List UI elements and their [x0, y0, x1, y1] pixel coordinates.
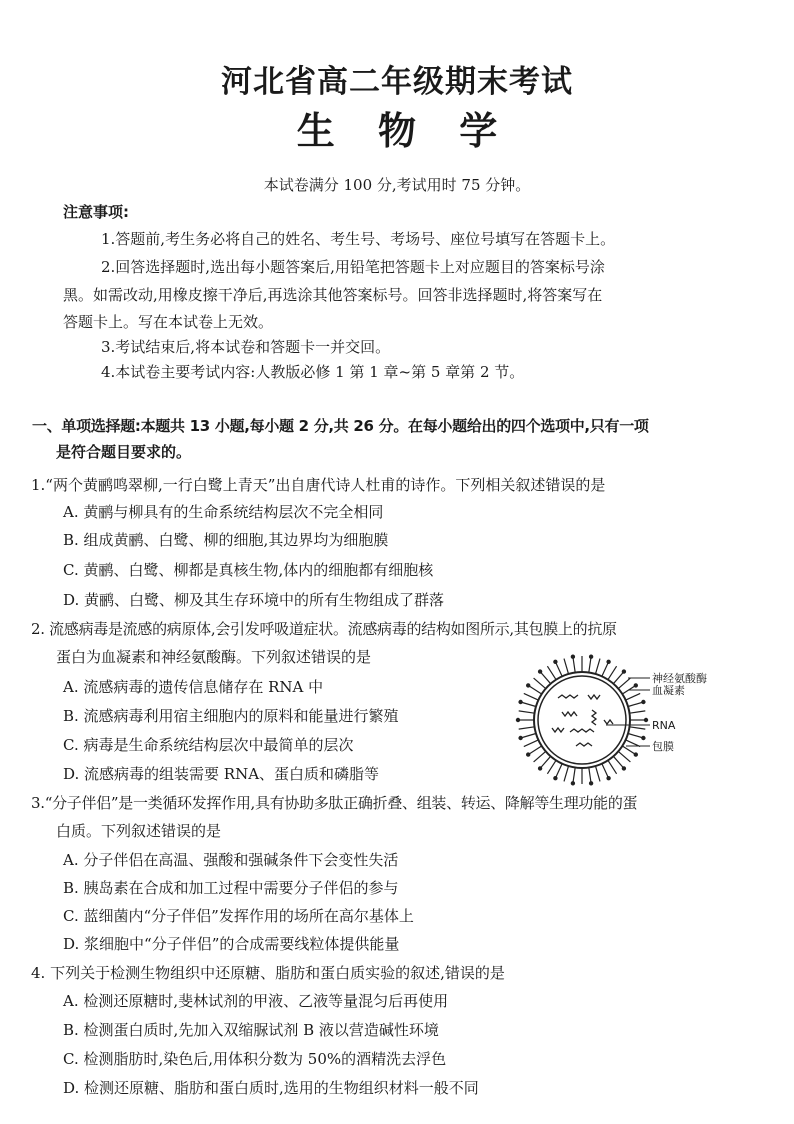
- spike-tip: [642, 700, 645, 703]
- envelope-spike: [521, 734, 536, 739]
- envelope-spike: [602, 662, 609, 677]
- subject-title: 生 物 学: [296, 109, 498, 153]
- envelope-spike: [613, 756, 624, 768]
- spike-tip: [571, 655, 574, 658]
- notice-line: 4.本试卷主要考试内容:人教版必修 1 第 1 章~第 5 章第 2 节。: [101, 363, 525, 381]
- option: A. 分子伴侣在高温、强酸和强碱条件下会变性失活: [63, 851, 399, 869]
- spike-tip: [622, 670, 625, 673]
- exam-title: 河北省高二年级期末考试: [221, 64, 573, 100]
- envelope-spike: [608, 760, 617, 773]
- envelope-outer: [534, 672, 630, 768]
- option: B. 组成黄鹂、白鹭、柳的细胞,其边界均为细胞膜: [63, 531, 389, 549]
- envelope-spike: [528, 685, 541, 694]
- label-envelope: 包膜: [652, 740, 674, 753]
- spike-tip: [519, 700, 522, 703]
- spike-tip: [590, 782, 593, 785]
- envelope-spike: [608, 666, 617, 679]
- envelope-spike: [573, 768, 575, 784]
- notice-line: 黑。如需改动,用橡皮擦干净后,再选涂其他答案标号。回答非选择题时,将答案写在: [63, 286, 603, 304]
- envelope-spike: [547, 760, 556, 773]
- envelope-spike: [618, 678, 630, 689]
- option: C. 黄鹂、白鹭、柳都是真核生物,体内的细胞都有细胞核: [63, 561, 434, 579]
- envelope-spike: [555, 764, 562, 779]
- notice-line: 答题卡上。写在本试卷上无效。: [63, 313, 274, 331]
- envelope-spike: [534, 751, 546, 762]
- option: C. 病毒是生命系统结构层次中最简单的层次: [63, 736, 354, 754]
- spike-tip: [516, 718, 519, 721]
- envelope-spike: [626, 693, 641, 700]
- envelope-spike: [589, 657, 591, 673]
- envelope-spike: [630, 727, 646, 729]
- label-neuraminidase: 神经氨酸酶: [652, 672, 707, 685]
- envelope-spike: [524, 693, 539, 700]
- option: D. 检测还原糖、脂肪和蛋白质时,选用的生物组织材料一般不同: [63, 1079, 479, 1097]
- spike-tip: [607, 660, 610, 663]
- notice-line: 1.答题前,考生务必将自己的姓名、考生号、考场号、座位号填写在答题卡上。: [101, 230, 616, 248]
- envelope-spike: [521, 702, 536, 707]
- spike-tip: [590, 655, 593, 658]
- spike-tip: [607, 777, 610, 780]
- notice-line: 2.回答选择题时,选出每小题答案后,用铅笔把答题卡上对应题目的答案标号涂: [101, 258, 605, 276]
- option: B. 流感病毒利用宿主细胞内的原料和能量进行繁殖: [63, 707, 399, 725]
- envelope-spike: [618, 751, 630, 762]
- spike-tip: [644, 718, 647, 721]
- envelope-spike: [596, 766, 601, 781]
- envelope-spike: [519, 727, 535, 729]
- label-hemagglutinin: 血凝素: [652, 684, 685, 697]
- spike-tip: [554, 660, 557, 663]
- option: A. 黄鹂与柳具有的生命系统结构层次不完全相同: [63, 503, 384, 521]
- spike-tip: [554, 777, 557, 780]
- option: C. 检测脂肪时,染色后,用体积分数为 50%的酒精洗去浮色: [63, 1050, 447, 1068]
- spike-tip: [527, 753, 530, 756]
- option: B. 胰岛素在合成和加工过程中需要分子伴侣的参与: [63, 879, 399, 897]
- spike-tip: [634, 753, 637, 756]
- envelope-spike: [630, 711, 646, 713]
- envelope-spike: [524, 740, 539, 747]
- option: B. 检测蛋白质时,先加入双缩脲试剂 B 液以营造碱性环境: [63, 1021, 439, 1039]
- spike-tip: [622, 767, 625, 770]
- spike-tip: [539, 670, 542, 673]
- label-rna: RNA: [652, 719, 676, 732]
- spike-tip: [642, 736, 645, 739]
- question-stem: 1.“两个黄鹂鸣翠柳,一行白鹭上青天”出自唐代诗人杜甫的诗作。下列相关叙述错误的是: [31, 476, 606, 494]
- envelope-spike: [613, 672, 624, 684]
- envelope-spike: [564, 659, 569, 674]
- option: D. 浆细胞中“分子伴侣”的合成需要线粒体提供能量: [63, 935, 400, 953]
- envelope-spike: [589, 768, 591, 784]
- notice-heading: 注意事项:: [63, 203, 129, 221]
- question-stem: 2. 流感病毒是流感的病原体,会引发呼吸道症状。流感病毒的结构如图所示,其包膜上的抗原: [31, 620, 617, 638]
- option: D. 黄鹂、白鹭、柳及其生存环境中的所有生物组成了群落: [63, 591, 445, 609]
- option: D. 流感病毒的组装需要 RNA、蛋白质和磷脂等: [63, 765, 380, 783]
- option: A. 检测还原糖时,斐林试剂的甲液、乙液等量混匀后再使用: [63, 992, 449, 1010]
- envelope-spike: [628, 734, 643, 739]
- question-stem: 白质。下列叙述错误的是: [56, 822, 222, 840]
- question-stem: 3.“分子伴侣”是一类循环发挥作用,具有协助多肽正确折叠、组装、转运、降解等生理功能的蛋: [31, 794, 638, 812]
- envelope-spike: [555, 662, 562, 677]
- influenza-virus-diagram: [500, 650, 770, 790]
- envelope-spike: [540, 672, 551, 684]
- spike-tip: [571, 782, 574, 785]
- envelope-spike: [540, 756, 551, 768]
- section-heading-cont: 是符合题目要求的。: [56, 443, 192, 461]
- spike-tip: [527, 684, 530, 687]
- exam-info: 本试卷满分 100 分,考试用时 75 分钟。: [263, 176, 531, 194]
- section-heading: 一、单项选择题:本题共 13 小题,每小题 2 分,共 26 分。在每小题给出的四个选项中,只有一项: [32, 417, 649, 435]
- envelope-spike: [547, 666, 556, 679]
- spike-tip: [634, 684, 637, 687]
- question-stem: 4. 下列关于检测生物组织中还原糖、脂肪和蛋白质实验的叙述,错误的是: [31, 964, 505, 982]
- envelope-spike: [534, 678, 546, 689]
- spike-tip: [539, 767, 542, 770]
- envelope-spike: [528, 746, 541, 755]
- envelope-spike: [602, 764, 609, 779]
- spike-tip: [519, 736, 522, 739]
- envelope-spike: [564, 766, 569, 781]
- envelope-spike: [628, 702, 643, 707]
- envelope-spike: [596, 659, 601, 674]
- envelope-spike: [519, 711, 535, 713]
- envelope-spike: [622, 746, 635, 755]
- question-stem: 蛋白为血凝素和神经氨酸酶。下列叙述错误的是: [56, 648, 372, 666]
- option: A. 流感病毒的遗传信息储存在 RNA 中: [63, 678, 324, 696]
- envelope-spike: [573, 657, 575, 673]
- notice-line: 3.考试结束后,将本试卷和答题卡一并交回。: [101, 338, 391, 356]
- option: C. 蓝细菌内“分子伴侣”发挥作用的场所在高尔基体上: [63, 907, 414, 925]
